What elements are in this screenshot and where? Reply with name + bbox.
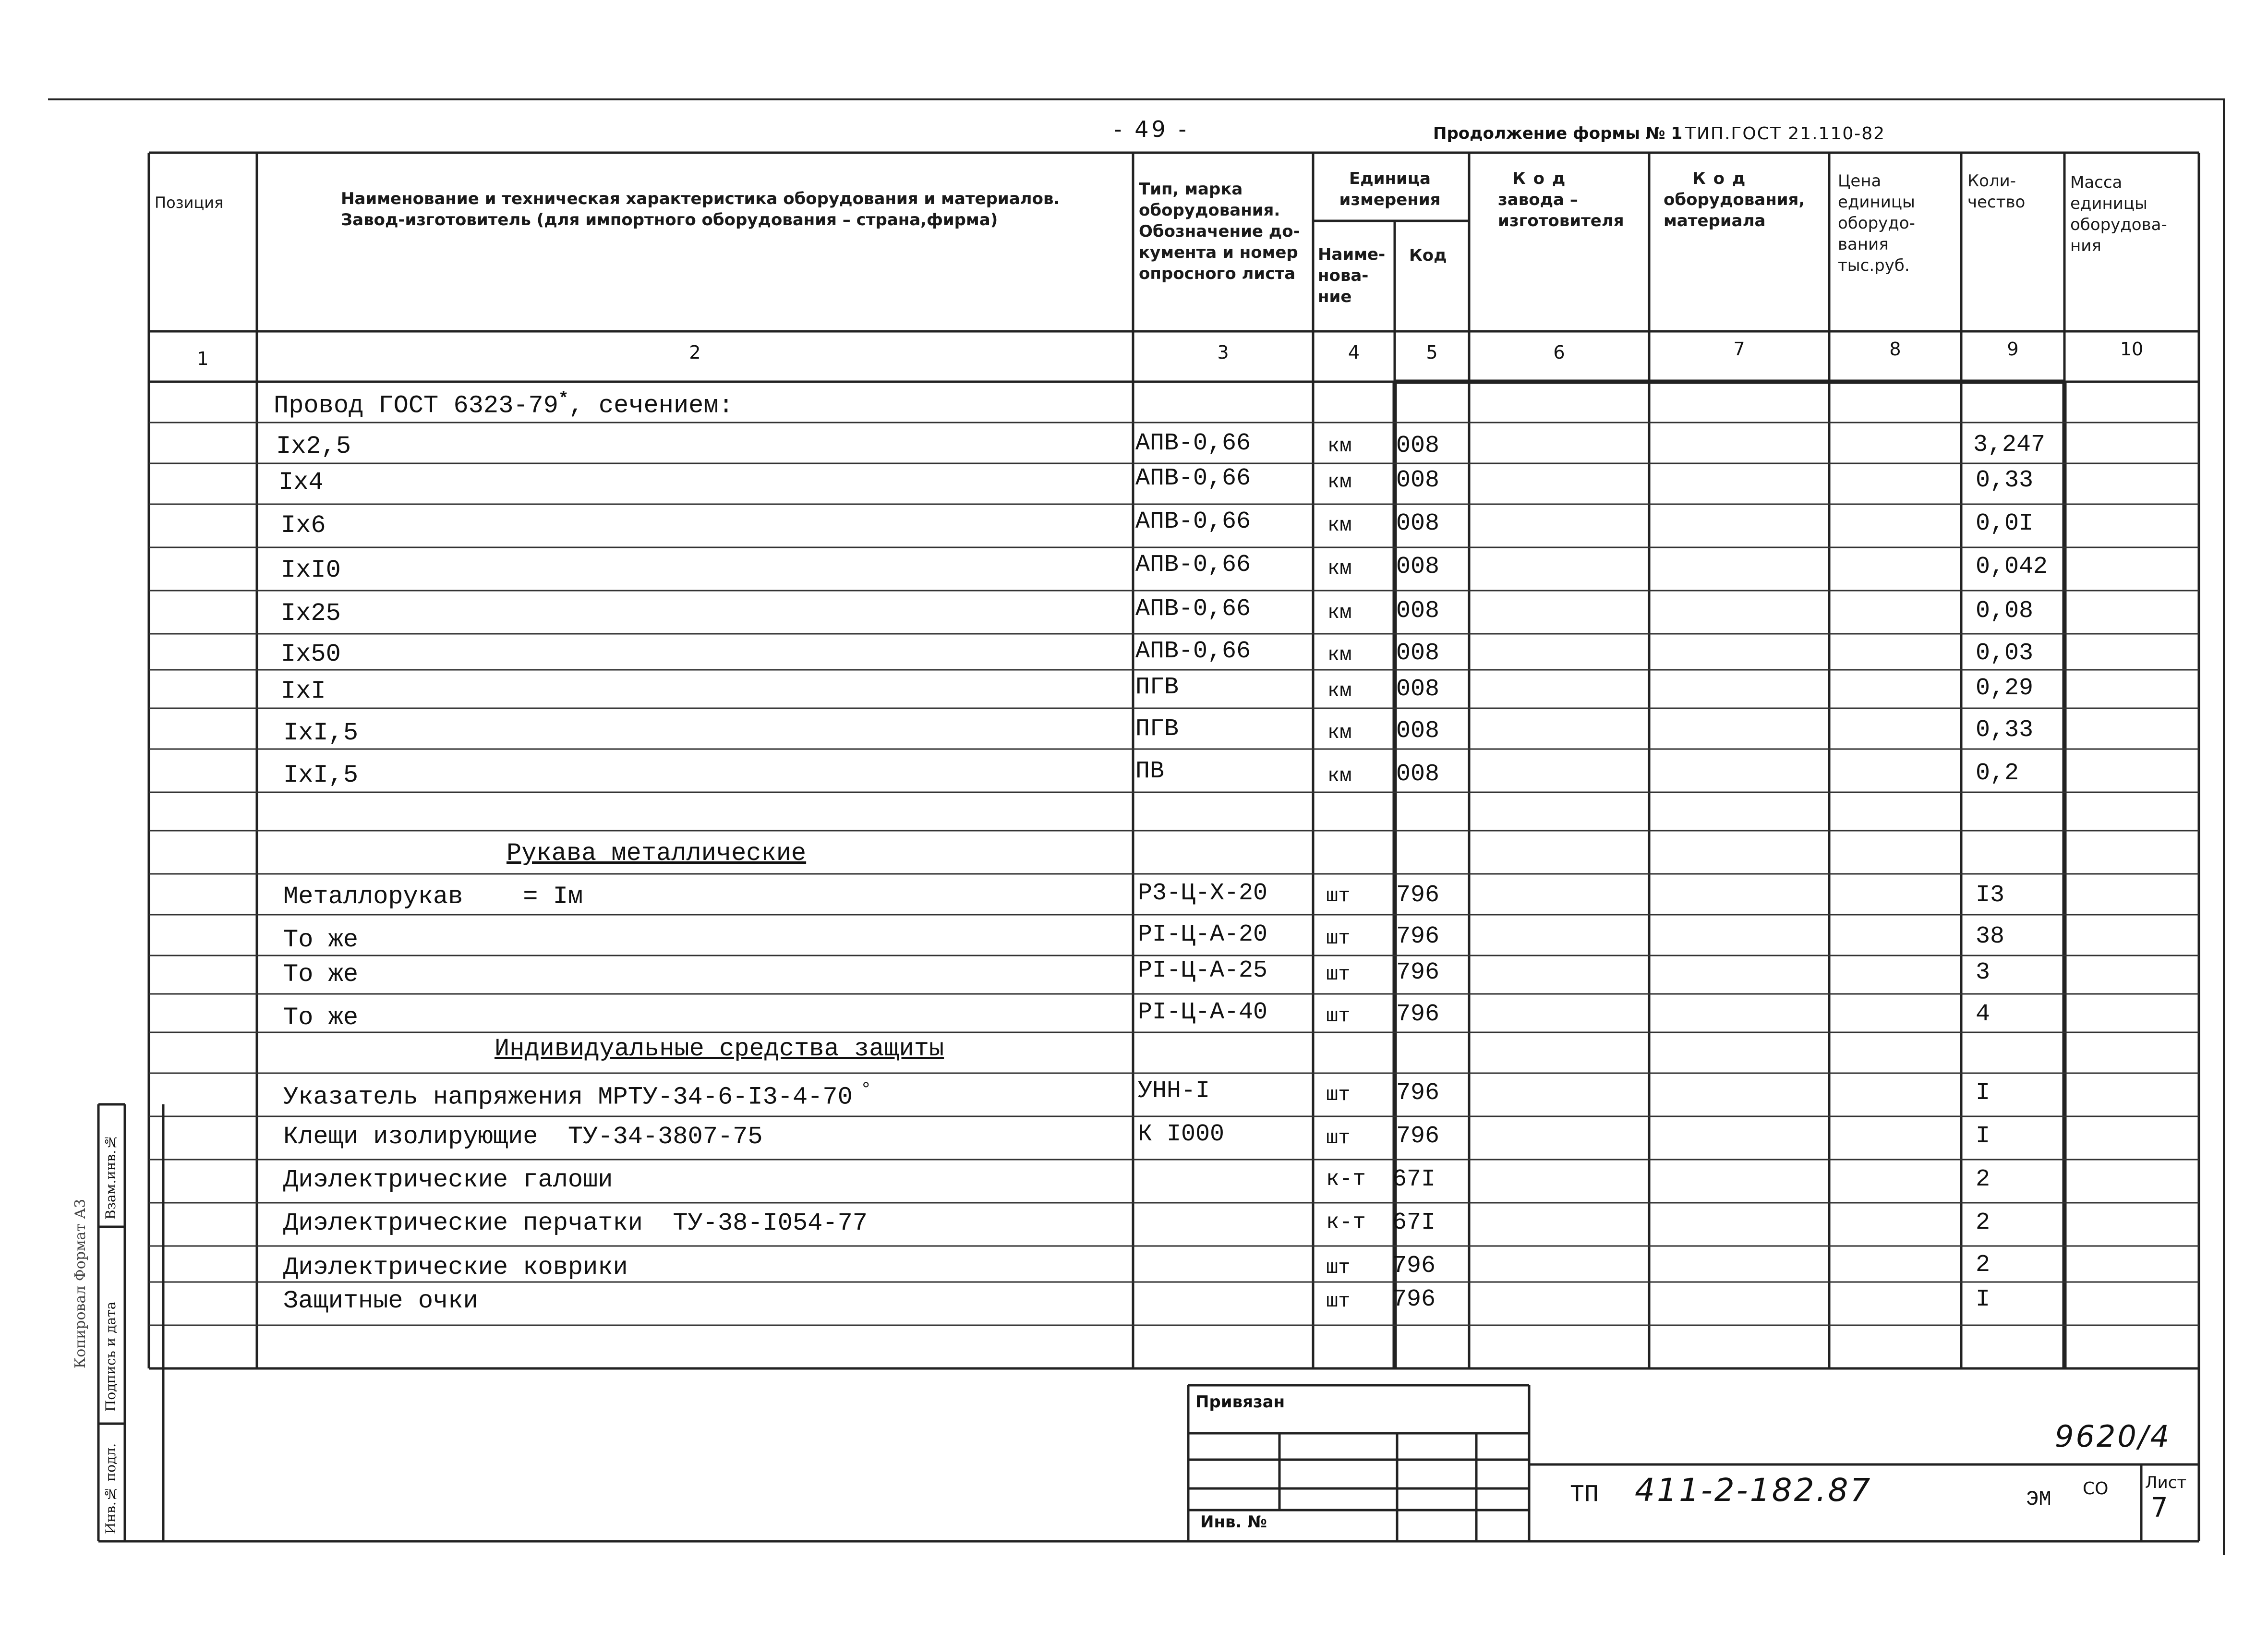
col-unit-code-header: Код [1409, 246, 1447, 265]
row-type: ПВ [1135, 758, 1165, 785]
row-unit: шт [1326, 963, 1351, 986]
side-sign-date: Подпись и дата [103, 1301, 119, 1412]
row-name: Iх25 [281, 599, 341, 628]
row-name: Диэлектрические коврики [283, 1253, 628, 1282]
row-code: 796 [1396, 1123, 1440, 1150]
row-type: АПВ-0,66 [1135, 551, 1251, 579]
row-code: 008 [1396, 432, 1440, 460]
row-code: 008 [1396, 676, 1440, 703]
row-name: Диэлектрические перчатки ТУ-38-I054-77 [283, 1209, 868, 1237]
doc-prefix: ТП [1570, 1481, 1599, 1509]
row-unit: шт [1326, 1126, 1351, 1149]
row-qty: 0,2 [1976, 760, 2019, 787]
stamp-inv-label: Инв. № [1200, 1512, 1267, 1532]
col-unit-group-line: Единица [1349, 169, 1431, 188]
column-number: 9 [2007, 339, 2019, 360]
col-unit-name-line: ние [1318, 287, 1352, 306]
row-name: Защитные очки [283, 1287, 478, 1315]
archive-number: 9620/4 [2055, 1419, 2171, 1454]
row-name: IхI,5 [283, 719, 359, 747]
col-unit-group-header [1335, 168, 1445, 210]
row-type: АПВ-0,66 [1135, 430, 1251, 457]
col-mass-line: Масса [2070, 173, 2123, 192]
col-qty-header [1967, 170, 2025, 213]
column-number: 8 [1889, 339, 1901, 360]
row-name: IхI,5 [283, 761, 359, 789]
column-number: 10 [2120, 339, 2144, 360]
row-code: 796 [1392, 1252, 1436, 1280]
mark-em: ЭМ [2026, 1488, 2051, 1512]
row-type: РI-Ц-А-40 [1138, 999, 1268, 1026]
row-name: Указатель напряжения МРТУ-34-6-I3-4-70 [283, 1083, 853, 1112]
col-position-header: Позиция [155, 194, 224, 212]
row-code: 008 [1396, 597, 1440, 625]
row-unit: шт [1326, 1256, 1351, 1279]
col-mass-header [2070, 172, 2167, 256]
row-name-suffix: , сечением: [568, 391, 734, 420]
row-code: 008 [1396, 510, 1440, 537]
column-number: 4 [1348, 342, 1360, 363]
column-number: 6 [1553, 342, 1565, 363]
col-mass-line: ния [2070, 236, 2101, 255]
row-qty: 0,03 [1976, 640, 2034, 667]
col-material-code-header [1664, 168, 1805, 231]
row-name: Диэлектрические галоши [283, 1166, 613, 1194]
row-name-superscript: * [558, 389, 569, 409]
col-price-line: тыс.руб. [1838, 256, 1910, 275]
col-unit-name-header [1318, 244, 1385, 307]
col-unit-group-line: измерения [1339, 190, 1441, 209]
degree-mark-icon: ° [860, 1079, 872, 1101]
row-type: АПВ-0,66 [1135, 465, 1251, 492]
row-unit: шт [1326, 1290, 1351, 1313]
row-unit: км [1327, 471, 1352, 494]
row-unit: км [1327, 643, 1352, 666]
col-material-code-line: оборудования, [1664, 190, 1805, 209]
row-unit: км [1327, 435, 1352, 458]
side-inv-orig: Инв.№ подл. [103, 1443, 119, 1534]
col-type-line: Обозначение до- [1139, 222, 1300, 241]
row-unit: шт [1326, 884, 1351, 907]
mark-co: СО [2083, 1479, 2109, 1499]
row-code: 008 [1396, 553, 1440, 581]
col-qty-line: чество [1967, 193, 2026, 212]
column-number: 7 [1733, 339, 1745, 360]
row-qty: 2 [1976, 1166, 1991, 1193]
row-name: Клещи изолирующие ТУ-34-3807-75 [283, 1123, 763, 1151]
row-code: 796 [1392, 1286, 1436, 1313]
col-type-line: опросного листа [1139, 264, 1296, 283]
row-name: Провод ГОСТ 6323-79 [274, 391, 558, 420]
row-qty: 0,0I [1976, 510, 2034, 537]
row-type: РI-Ц-А-20 [1138, 921, 1268, 948]
row-code: 796 [1396, 923, 1440, 950]
row-name: То же [283, 1004, 359, 1032]
row-code: 008 [1396, 467, 1440, 494]
row-unit: км [1327, 721, 1352, 744]
row-unit: км [1327, 601, 1352, 624]
doc-number: 411-2-182.87 [1635, 1472, 1872, 1509]
row-name: Iх6 [281, 511, 326, 540]
row-name: Iх2,5 [276, 432, 351, 460]
col-price-line: вания [1838, 235, 1889, 254]
standard-code: ТИП.ГОСТ 21.110-82 [1685, 124, 1886, 144]
row-name: Металлорукав = Iм [283, 883, 583, 911]
row-qty: 4 [1976, 1001, 1991, 1028]
row-name: Iх50 [281, 640, 341, 668]
row-name: IхI0 [281, 556, 341, 584]
row-qty: 38 [1976, 923, 2005, 950]
row-code: 008 [1396, 761, 1440, 788]
row-code: 796 [1396, 1001, 1440, 1028]
form-continuation: Продолжение формы № 1 [1433, 124, 1683, 143]
col-mass-line: единицы [2070, 194, 2147, 213]
col-name-header-line2: Завод-изготовитель (для импортного оборудования – страна,фирма) [341, 210, 998, 230]
row-type: РI-Ц-А-25 [1138, 957, 1268, 984]
col-price-header [1838, 170, 1915, 276]
row-name: IхI [281, 677, 326, 705]
col-unit-name-line: нова- [1318, 266, 1369, 285]
row-qty: I [1976, 1079, 1991, 1107]
row-type: К I000 [1138, 1121, 1225, 1148]
row-unit: шт [1326, 1004, 1351, 1028]
row-type: УНН-I [1138, 1077, 1210, 1105]
row-type: АПВ-0,66 [1135, 508, 1251, 535]
row-unit: к-т [1326, 1167, 1366, 1192]
row-qty: 0,33 [1976, 467, 2034, 494]
row-qty: I3 [1976, 882, 2005, 909]
col-unit-name-line: Наиме- [1318, 245, 1386, 264]
row-unit: км [1327, 679, 1352, 702]
col-factory-code-line: завода – [1498, 190, 1578, 209]
row-code: 796 [1396, 1079, 1440, 1107]
col-price-line: Цена [1838, 171, 1882, 191]
row-qty: 2 [1976, 1209, 1991, 1236]
row-qty: 3,247 [1973, 431, 2046, 459]
column-number: 1 [197, 348, 209, 369]
row-name: То же [283, 960, 359, 989]
col-name-header-line1: Наименование и техническая характеристика оборудования и материалов. [341, 189, 1060, 208]
row-qty: 0,33 [1976, 716, 2034, 744]
row-qty: 3 [1976, 959, 1991, 986]
table-row [283, 1079, 872, 1111]
col-type-line: Тип, марка [1139, 180, 1243, 199]
row-code: 67I [1392, 1166, 1436, 1193]
sheet-label: Лист [2145, 1473, 2187, 1492]
row-code: 796 [1396, 959, 1440, 986]
row-type: Р3-Ц-Х-20 [1138, 880, 1268, 907]
row-qty: 0,29 [1976, 675, 2034, 702]
row-type: ПГВ [1135, 674, 1179, 701]
row-code: 796 [1396, 882, 1440, 909]
page-number: - 49 - [1114, 116, 1189, 142]
col-material-code-line: материала [1664, 211, 1766, 230]
stamp-linked-label: Привязан [1195, 1392, 1285, 1412]
row-name: То же [283, 926, 359, 954]
column-number: 3 [1217, 342, 1229, 363]
row-unit: км [1327, 514, 1352, 537]
column-number: 5 [1426, 342, 1438, 363]
row-code: 008 [1396, 640, 1440, 667]
col-material-code-line: К о д [1692, 169, 1747, 188]
col-name-header [341, 188, 1060, 230]
sheet-number: 7 [2151, 1492, 2168, 1524]
col-price-line: единицы [1838, 193, 1915, 212]
col-factory-code-line: К о д [1512, 169, 1567, 188]
section-heading: Индивидуальные средства защиты [495, 1035, 944, 1063]
row-code: 008 [1396, 717, 1440, 745]
col-mass-line: оборудова- [2070, 215, 2167, 234]
row-qty: I [1976, 1286, 1991, 1313]
row-unit: шт [1326, 927, 1351, 950]
col-factory-code-header [1498, 168, 1624, 231]
col-price-line: оборудо- [1838, 214, 1915, 233]
row-name: Iх4 [278, 468, 324, 496]
col-qty-line: Коли- [1967, 171, 2016, 191]
row-type: АПВ-0,66 [1135, 595, 1251, 623]
side-copy-note: Копировал Формат А3 [72, 1198, 89, 1368]
row-unit: шт [1326, 1083, 1351, 1106]
row-qty: 0,042 [1976, 553, 2048, 581]
col-type-header [1139, 179, 1300, 284]
row-unit: к-т [1326, 1210, 1366, 1235]
col-type-line: кумента и номер [1139, 243, 1298, 262]
column-number: 2 [689, 342, 701, 363]
row-unit: км [1327, 764, 1352, 787]
row-type: ПГВ [1135, 715, 1179, 743]
row-type: АПВ-0,66 [1135, 638, 1251, 665]
row-qty: I [1976, 1123, 1991, 1150]
col-factory-code-line: изготовителя [1498, 211, 1624, 230]
section-heading: Рукава металлические [507, 839, 807, 868]
side-replace-inv: Взам.инв.№ [103, 1134, 119, 1220]
table-row [274, 389, 734, 420]
col-type-line: оборудования. [1139, 201, 1280, 220]
row-qty: 0,08 [1976, 597, 2034, 625]
row-unit: км [1327, 557, 1352, 580]
row-code: 67I [1392, 1209, 1436, 1236]
row-qty: 2 [1976, 1251, 1991, 1279]
